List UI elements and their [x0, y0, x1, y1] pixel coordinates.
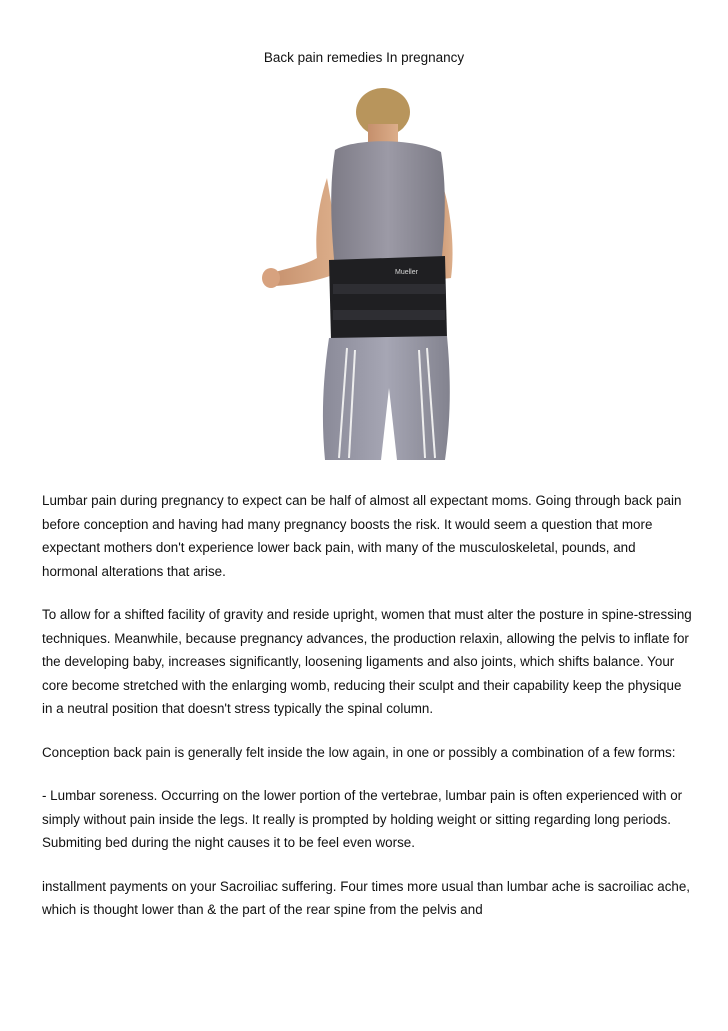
brace-logo-text: Mueller: [395, 269, 418, 276]
document-title: Back pain remedies In pregnancy: [263, 50, 465, 65]
back-brace-photo: [255, 88, 465, 463]
paragraph-1: Lumbar pain during pregnancy to expect can be half of almost all expectant moms. Going through back pain before conception and having had many pregnancy boosts the risk. It would seem a question that more expectant mothers don't experience lower back pain, with many of the musculoskeletal, pounds, and hormonal alterations that arise.: [42, 493, 682, 579]
paragraph-2: To allow for a shifted facility of gravity and reside upright, women that must alter the posture in spine-stressing techniques. Meanwhile, because pregnancy advances, the production relaxin, allowing the pelvis to inflate for the developing baby, increases significantly, loosening ligaments and also joints, which shifts balance. Your core become stretched with the enlarging womb, reducing their sculpt and their capability keep the physique in a neutral position that doesn't stress typically the spinal column.: [42, 607, 692, 716]
paragraph-4: - Lumbar soreness. Occurring on the lower portion of the vertebrae, lumbar pain is often experienced with or simply without pain inside the legs. It really is prompted by holding weight or sitting regarding long periods. Submiting bed during the night causes it to be feel even worse.: [42, 788, 683, 850]
paragraph-5: installment payments on your Sacroiliac suffering. Four times more usual than lumbar ache is sacroiliac ache, which is thought lower than & the part of the rear spine from the pelvis and: [42, 878, 691, 917]
paragraph-3: Conception back pain is generally felt inside the low again, in one or possibly a combination of a few forms:: [42, 744, 676, 760]
article-body: [42, 489, 692, 942]
